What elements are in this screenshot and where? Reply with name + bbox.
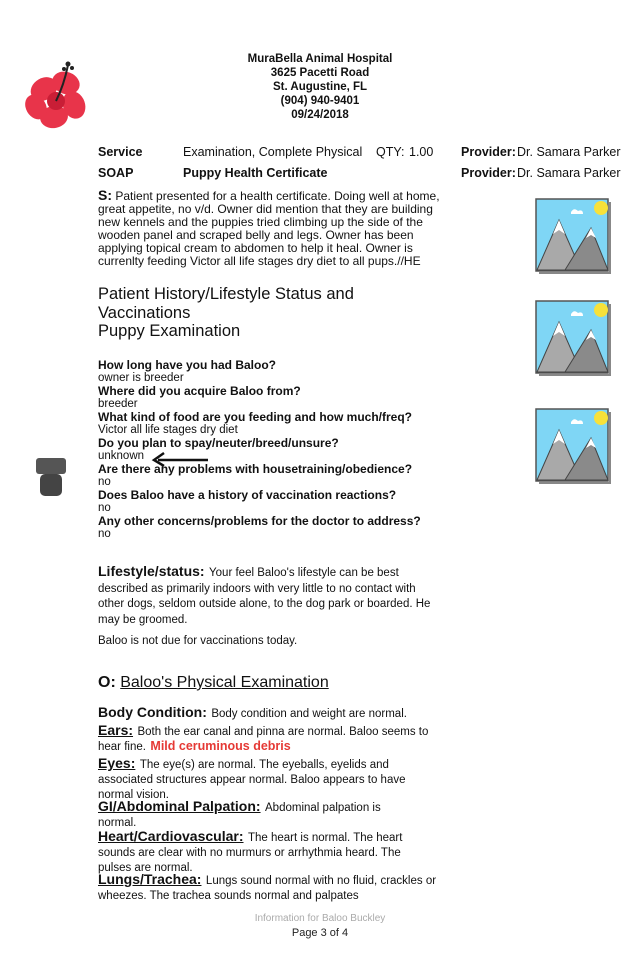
hospital-header [220,52,420,122]
document-date: 09/24/2018 [291,109,349,121]
exam-body-condition [98,706,438,722]
mountain-image-placeholder-icon [535,300,611,376]
heart-label: Heart/Cardiovascular: [98,828,244,844]
exam-ears [98,723,438,754]
lungs-label: Lungs/Trachea: [98,871,202,887]
question-7: Any other concerns/problems for the doctor to address? [98,514,421,528]
subjective-section [98,189,448,268]
hospital-address: 3625 Pacetti Road [270,67,370,79]
body-condition-text: Body condition and weight are normal. [211,708,407,720]
history-title-line1: Patient History/Lifestyle Status and [98,285,354,303]
answer-7: no [98,528,111,540]
hibiscus-logo-icon [22,55,94,135]
ears-annotation: Mild ceruminous debris [150,739,291,753]
ears-text: Both the ear canal and pinna are normal. Baloo seems to hear fine. [98,726,429,753]
arrow-left-icon [150,451,210,472]
hospital-name: MuraBella Animal Hospital [247,53,393,65]
footer-info: Information for Baloo Buckley [254,913,386,924]
hospital-phone: (904) 940-9401 [280,95,360,107]
page-number: Page 3 of 4 [291,927,349,939]
redaction-mark [34,456,74,500]
soap-provider-label: Provider: [461,166,516,180]
qty-value: 1.00 [409,145,434,159]
soap-description: Puppy Health Certificate [183,166,328,180]
exam-heart [98,829,428,875]
lifestyle-section [98,565,438,627]
provider-name: Dr. Samara Parker [517,145,621,159]
answer-3: Victor all life stages dry diet [98,424,238,436]
ears-label: Ears: [98,722,134,738]
question-4: Do you plan to spay/neuter/breed/unsure? [98,436,339,450]
exam-lungs [98,872,438,903]
answer-1: owner is breeder [98,372,184,384]
lifestyle-label: Lifestyle/status: [98,563,205,579]
lungs-text: Lungs sound normal with no fluid, crackles or wheezes. The trachea sounds normal and palpates [98,875,437,902]
question-6: Does Baloo have a history of vaccination reactions? [98,488,397,502]
subjective-label: S: [98,187,112,203]
question-1: How long have you had Baloo? [98,358,277,372]
objective-label: O: [98,674,116,691]
question-2: Where did you acquire Baloo from? [98,384,301,398]
gi-text: Abdominal palpation is normal. [98,802,381,829]
hospital-city: St. Augustine, FL [272,81,368,93]
qty-label: QTY: [376,145,405,159]
answer-6: no [98,502,111,514]
eyes-text: The eye(s) are normal. The eyeballs, eyelids and associated structures appear normal. Baloo appears to have normal vision. [98,759,406,801]
service-description: Examination, Complete Physical [183,145,363,159]
exam-eyes [98,756,438,802]
objective-title: Baloo's Physical Examination [120,674,329,691]
gi-label: GI/Abdominal Palpation: [98,798,261,814]
soap-label: SOAP [98,166,134,180]
objective-heading [98,674,329,692]
mountain-image-placeholder-icon [535,408,611,484]
answer-2: breeder [98,398,138,410]
soap-provider-name: Dr. Samara Parker [517,166,621,180]
history-title-line2: Vaccinations [98,303,191,322]
answer-5: no [98,476,111,488]
question-5: Are there any problems with housetraining/obedience? [98,462,413,476]
heart-text: The heart is normal. The heart sounds are clear with no murmurs or arrhythmia heard. The pulses are normal. [98,832,403,874]
questionnaire [98,359,458,541]
question-3: What kind of food are you feeding and how much/freq? [98,410,412,424]
service-label: Service [98,145,143,159]
vaccine-note: Baloo is not due for vaccinations today. [98,635,298,647]
body-condition-label: Body Condition: [98,704,207,720]
subjective-text: Patient presented for a health certificate. Doing well at home, great appetite, no v/d. Owner did mention that they are building new kennels and the puppies tried climbing up the side of the wooden panel and scraped belly and legs. Owner has been applying topical cream to abdomen to help it heal. Owner is currenlty feeding Victor all life stages dry diet to all pups.//HE [98,189,440,268]
history-title [98,285,398,341]
mountain-image-placeholder-icon [535,198,611,274]
history-title-line3: Puppy Examination [98,322,241,340]
exam-gi [98,799,408,830]
eyes-label: Eyes: [98,755,136,771]
provider-label: Provider: [461,145,516,159]
answer-4: unknown [98,450,145,462]
lifestyle-text: Your feel Baloo's lifestyle can be best described as primarily indoors with very little to no contact with other dogs, seldom outside alone, to the dog park or boarded. He may be groomed. [98,567,431,626]
